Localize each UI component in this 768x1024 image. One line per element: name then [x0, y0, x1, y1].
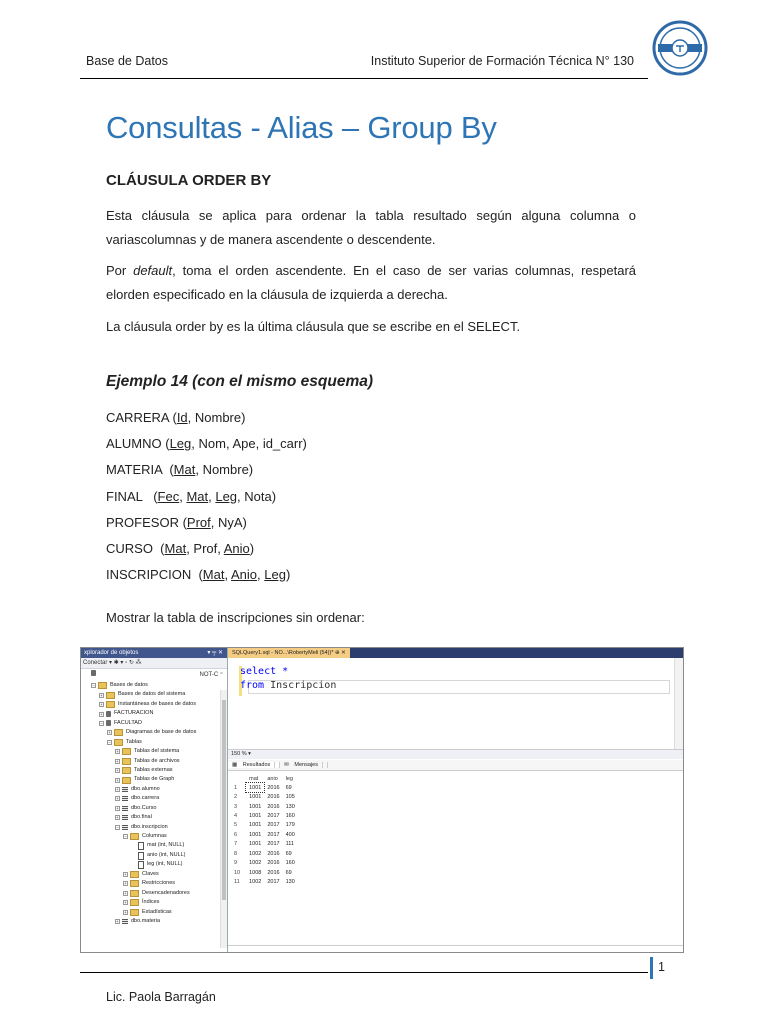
- grid-cell[interactable]: 2016: [267, 860, 280, 867]
- tree-node[interactable]: [81, 794, 227, 803]
- schema-item: [106, 536, 307, 562]
- row-number[interactable]: 10: [234, 869, 241, 876]
- table-row[interactable]: [231, 811, 298, 820]
- tree-node[interactable]: [81, 804, 227, 813]
- expand-icon[interactable]: +: [100, 702, 103, 708]
- tab-results[interactable]: ▦ Resultados: [228, 762, 280, 768]
- grid-cell[interactable]: 2017: [267, 831, 280, 838]
- schema-key: Id: [176, 410, 188, 425]
- tree-node[interactable]: [81, 870, 227, 879]
- tree-node-label: Tablas del sistema: [134, 748, 180, 755]
- schema-list: [106, 405, 307, 588]
- grid-cell[interactable]: 2017: [267, 879, 280, 886]
- table-row[interactable]: [231, 792, 298, 801]
- footer-rule: [80, 972, 648, 973]
- folder-icon: [114, 729, 123, 736]
- expand-icon[interactable]: +: [116, 805, 119, 811]
- grid-cell[interactable]: 69: [285, 784, 292, 791]
- schema-item: [106, 510, 307, 536]
- expand-icon[interactable]: +: [116, 815, 119, 821]
- expand-icon[interactable]: +: [116, 758, 119, 764]
- p2-suffix: , toma el orden ascendente. En el caso de ser varias columnas, respetará elorden especificado en la cláusula de izquierda a derecha.: [106, 263, 636, 302]
- expand-icon[interactable]: [131, 853, 136, 858]
- schema-rest: , Nombre): [187, 410, 246, 425]
- institute-logo-icon: [652, 20, 708, 76]
- row-number[interactable]: 7: [234, 841, 238, 848]
- row-number[interactable]: 8: [234, 850, 238, 857]
- table-icon: [122, 806, 128, 811]
- code-table-name: Inscripcion: [264, 680, 337, 691]
- page-header: [86, 54, 634, 68]
- code-from-keyword: from: [240, 680, 265, 691]
- page-title: Consultas - Alias – Group By: [106, 110, 497, 145]
- grid-cell[interactable]: 69: [285, 850, 292, 857]
- grid-cell[interactable]: 2016: [267, 803, 280, 810]
- table-icon: [122, 796, 128, 801]
- tree-node-label: dbo.alumno: [131, 785, 160, 792]
- schema-key: Leg: [264, 567, 286, 583]
- tree-node-label: Tablas de Graph: [134, 776, 175, 783]
- results-grid: [231, 774, 298, 887]
- col-icon: [138, 852, 144, 860]
- tree-node[interactable]: [81, 823, 227, 832]
- expand-icon[interactable]: +: [116, 796, 119, 802]
- expand-icon[interactable]: +: [100, 692, 103, 698]
- expand-icon[interactable]: +: [124, 890, 127, 896]
- ssms-screenshot: [80, 647, 684, 953]
- tree-node[interactable]: [81, 747, 227, 756]
- collapse-icon[interactable]: −: [124, 834, 127, 840]
- p2-prefix: Por: [106, 263, 134, 278]
- tree-node-label: Bases de datos: [110, 682, 148, 688]
- schema-table-name: PROFESOR: [106, 514, 179, 530]
- collapse-icon[interactable]: −: [116, 824, 119, 830]
- row-number[interactable]: 4: [234, 813, 238, 820]
- oe-scrollbar[interactable]: [220, 690, 227, 948]
- tree-node-label: Tablas de archivos: [134, 757, 180, 764]
- table-icon: [122, 825, 128, 830]
- tree-node[interactable]: [81, 813, 227, 822]
- schema-item: [106, 431, 307, 457]
- tree-node[interactable]: [81, 728, 227, 737]
- schema-table-name: FINAL: [106, 488, 143, 504]
- expand-icon[interactable]: +: [116, 919, 119, 925]
- tree-node-label: leg (int, NULL): [147, 861, 183, 868]
- grid-bottom-border: [228, 945, 683, 946]
- grid-column-header[interactable]: anio: [267, 775, 278, 782]
- header-course: Base de Datos: [86, 54, 168, 68]
- schema-table-name: ALUMNO: [106, 436, 162, 452]
- tree-node-label: mat (int, NULL): [147, 842, 185, 849]
- db-icon: [106, 720, 111, 726]
- folder-icon: [122, 758, 131, 765]
- schema-key: Mat: [202, 567, 225, 583]
- tree-node[interactable]: [81, 738, 227, 747]
- folder-icon: [106, 701, 115, 708]
- row-number[interactable]: 3: [234, 803, 238, 810]
- code-line-2: [240, 680, 336, 691]
- schema-item: INSCRIPCION (Mat, Anio, Leg): [106, 567, 291, 583]
- code-line-1: [240, 666, 288, 677]
- tree-node[interactable]: [81, 785, 227, 794]
- table-row[interactable]: [231, 859, 298, 868]
- schema-table-name: CURSO: [106, 540, 153, 556]
- tree-node-label: anio (int, NULL): [147, 851, 186, 858]
- grid-cell[interactable]: 2016: [267, 784, 280, 791]
- grid-cell[interactable]: 1001: [249, 794, 262, 801]
- schema-key: Leg: [215, 488, 238, 504]
- object-explorer-title: [81, 648, 227, 658]
- row-number[interactable]: 11: [234, 879, 240, 886]
- schema-item: [106, 457, 307, 483]
- tree-node[interactable]: [81, 775, 227, 784]
- row-number[interactable]: 6: [234, 831, 238, 838]
- tree-node[interactable]: [81, 917, 227, 926]
- tree-node[interactable]: [81, 757, 227, 766]
- tree-node[interactable]: [81, 889, 227, 898]
- schema-key: Prof: [186, 514, 211, 530]
- table-icon: [122, 815, 128, 820]
- p2-emphasis: default: [133, 263, 173, 278]
- tab-results-label: Resultados: [239, 762, 276, 768]
- tree-node[interactable]: [81, 700, 227, 709]
- tree-node-label: FACULTAD: [114, 719, 142, 726]
- grid-cell[interactable]: 160: [285, 813, 295, 820]
- query-editor[interactable]: [228, 658, 675, 748]
- paragraph-last-clause: La cláusula order by es la última cláusula que se escribe en el SELECT.: [106, 319, 521, 334]
- tree-node-label: dbo.carrera: [131, 795, 160, 802]
- schema-open-paren: (: [191, 567, 203, 583]
- folder-icon: [98, 682, 107, 689]
- grid-cell[interactable]: 2016: [267, 869, 280, 876]
- example-heading: Ejemplo 14 (con el mismo esquema): [106, 373, 374, 390]
- table-row[interactable]: [231, 783, 298, 792]
- schema-open-paren: (: [162, 462, 174, 478]
- folder-icon: [122, 777, 131, 784]
- col-icon: [138, 842, 144, 850]
- schema-open-paren: (: [152, 540, 165, 556]
- oe-server-suffix: NOT-C ⁼: [199, 672, 223, 678]
- paragraph-default-order: [106, 259, 636, 307]
- schema-key: Mat: [186, 488, 209, 504]
- expand-icon[interactable]: +: [116, 768, 119, 774]
- grid-cell[interactable]: 1002: [249, 860, 262, 867]
- grid-cell[interactable]: 1002: [249, 879, 262, 886]
- folder-icon: [122, 767, 131, 774]
- expand-icon[interactable]: [131, 844, 136, 849]
- schema-rest: , Nota): [237, 488, 277, 504]
- folder-icon: [130, 890, 139, 897]
- table-row[interactable]: [231, 849, 298, 858]
- tree-node-label: Bases de datos del sistema: [118, 691, 186, 698]
- paragraph-description: Esta cláusula se aplica para ordenar la tabla resultado según alguna columna o variascolumnas y de manera ascendente o descendente.: [106, 208, 636, 247]
- grid-cell[interactable]: 1001: [249, 822, 262, 829]
- oe-title-text: xplorador de objetos: [84, 650, 139, 656]
- grid-corner: [231, 774, 246, 783]
- grid-cell[interactable]: 111: [285, 841, 294, 848]
- grid-cell[interactable]: 179: [285, 822, 295, 829]
- oe-server-row[interactable]: [81, 669, 227, 681]
- tree-node[interactable]: [81, 832, 227, 841]
- schema-open-paren: (: [161, 436, 170, 452]
- page-number-marker: [650, 957, 653, 979]
- grid-column-header[interactable]: leg: [285, 775, 293, 782]
- tree-node[interactable]: [81, 908, 227, 917]
- schema-key: Anio: [230, 567, 258, 583]
- schema-key: Anio: [223, 540, 250, 556]
- schema-item: FINAL (Fec, Mat, Leg, Nota): [106, 488, 277, 504]
- tab-messages[interactable]: ✉ Mensajes: [280, 762, 328, 768]
- folder-icon: [130, 880, 139, 887]
- schema-rest: ): [249, 540, 255, 556]
- show-table-text: Mostrar la tabla de inscripciones sin ordenar:: [106, 610, 365, 625]
- tree-node-label: Índices: [142, 899, 160, 906]
- schema-key: Fec: [157, 488, 180, 504]
- table-row[interactable]: [231, 868, 298, 877]
- code-select: select *: [240, 666, 289, 677]
- header-rule: [80, 78, 648, 79]
- tree-node[interactable]: [81, 860, 227, 869]
- expand-icon[interactable]: +: [124, 900, 127, 906]
- schema-open-paren: (: [142, 488, 158, 504]
- grid-cell[interactable]: 1001: [249, 831, 262, 838]
- tree-node-label: dbo.inscripcion: [131, 823, 168, 830]
- grid-cell[interactable]: 105: [285, 794, 295, 801]
- table-row[interactable]: [231, 821, 298, 830]
- grid-cell[interactable]: 1008: [249, 869, 262, 876]
- header-institute: Instituto Superior de Formación Técnica N° 130: [370, 54, 634, 68]
- grid-cell[interactable]: 1001: [246, 783, 264, 792]
- tree-node-label: Tablas externas: [134, 766, 173, 773]
- tree-node-label: dbo.final: [131, 814, 152, 821]
- folder-icon: [122, 748, 131, 755]
- expand-icon[interactable]: +: [108, 730, 111, 736]
- tree-node-label: Claves: [142, 870, 159, 877]
- schema-item: [106, 405, 307, 431]
- tree-node-label: Desencadenadores: [142, 889, 190, 896]
- grid-column-header[interactable]: mat: [249, 775, 259, 782]
- editor-scrollbar[interactable]: [674, 658, 683, 753]
- grid-cell[interactable]: 2017: [267, 841, 280, 848]
- server-icon: [91, 669, 99, 681]
- expand-icon[interactable]: [131, 863, 136, 868]
- folder-icon: [130, 833, 139, 840]
- expand-icon[interactable]: +: [124, 871, 127, 877]
- tree-node-label: Restricciones: [142, 880, 176, 887]
- expand-icon[interactable]: +: [116, 749, 119, 755]
- object-explorer-panel: [81, 648, 228, 952]
- expand-icon[interactable]: +: [100, 711, 103, 717]
- grid-cell[interactable]: 130: [285, 803, 295, 810]
- tree-node-label: Diagramas de base de datos: [126, 729, 197, 736]
- table-row[interactable]: [231, 877, 298, 886]
- folder-icon: [114, 739, 123, 746]
- page-number: 1: [658, 960, 665, 974]
- tree-node[interactable]: [81, 690, 227, 699]
- tree-node[interactable]: [81, 681, 227, 690]
- tab-messages-label: Mensajes: [290, 762, 323, 768]
- zoom-selector[interactable]: 150 % ▾: [228, 749, 684, 759]
- row-number[interactable]: 5: [234, 822, 238, 829]
- tree-node-label: dbo.Curso: [131, 804, 157, 811]
- table-row[interactable]: [231, 830, 298, 839]
- results-tabs: [228, 760, 683, 771]
- folder-icon: [130, 899, 139, 906]
- db-icon: [106, 711, 111, 717]
- schema-table-name: MATERIA: [106, 462, 163, 478]
- table-icon: [122, 787, 128, 792]
- expand-icon[interactable]: +: [116, 787, 119, 793]
- schema-key: Mat: [173, 462, 196, 478]
- tree-node-label: Instantáneas de bases de datos: [118, 700, 196, 707]
- schema-open-paren: (: [178, 514, 187, 530]
- schema-rest: , Nombre): [195, 462, 254, 478]
- schema-key: Mat: [164, 540, 187, 556]
- oe-pin-icons[interactable]: ▾ ╤ ✕: [207, 650, 223, 656]
- grid-cell[interactable]: 1001: [249, 803, 262, 810]
- grid-header-row: [231, 774, 298, 783]
- tree-node-label: Columnas: [142, 833, 167, 839]
- table-row[interactable]: [231, 840, 298, 849]
- tree-node[interactable]: [81, 851, 227, 860]
- grid-cell[interactable]: 1001: [249, 841, 262, 848]
- table-icon: [122, 919, 128, 924]
- schema-rest: , NyA): [210, 514, 247, 530]
- col-icon: [138, 861, 144, 869]
- grid-cell[interactable]: 2017: [267, 822, 280, 829]
- collapse-icon[interactable]: −: [100, 720, 103, 726]
- schema-rest: , Nom, Ape, id_carr): [191, 436, 307, 452]
- grid-cell[interactable]: 2017: [267, 813, 280, 820]
- section-subtitle: CLÁUSULA ORDER BY: [106, 172, 272, 189]
- folder-icon: [106, 692, 115, 699]
- grid-cell[interactable]: 2016: [267, 794, 280, 801]
- row-number[interactable]: 9: [234, 860, 238, 867]
- grid-cell[interactable]: 1002: [249, 850, 262, 857]
- tree-node[interactable]: [81, 879, 227, 888]
- table-row[interactable]: [231, 802, 298, 811]
- tree-node[interactable]: [81, 898, 227, 907]
- collapse-icon[interactable]: −: [108, 739, 111, 745]
- grid-cell[interactable]: 160: [285, 860, 295, 867]
- schema-rest: ): [285, 567, 291, 583]
- tree-node[interactable]: [81, 709, 227, 718]
- row-number[interactable]: 2: [234, 794, 238, 801]
- row-number[interactable]: 1: [234, 784, 238, 791]
- schema-table-name: CARRERA: [106, 410, 169, 425]
- schema-table-name: INSCRIPCION: [106, 567, 192, 583]
- tree-node[interactable]: [81, 766, 227, 775]
- editor-tabbar: [228, 648, 683, 658]
- grid-cell[interactable]: 130: [285, 879, 295, 886]
- tree-node-label: Tablas: [126, 738, 142, 745]
- schema-open-paren: (: [168, 410, 177, 425]
- tree-node-label: dbo.materia: [131, 917, 161, 924]
- tree-node-label: Estadísticas: [142, 908, 172, 915]
- grid-cell[interactable]: 2016: [267, 850, 280, 857]
- expand-icon[interactable]: +: [124, 909, 127, 915]
- expand-icon[interactable]: +: [124, 881, 127, 887]
- tree-node[interactable]: [81, 719, 227, 728]
- grid-cell[interactable]: 400: [285, 831, 295, 838]
- collapse-icon[interactable]: −: [92, 683, 95, 689]
- query-tab[interactable]: SQLQuery1.sql - NO...\RobertyMeli (54))* ⊕ ✕: [228, 648, 350, 658]
- folder-icon: [130, 871, 139, 878]
- expand-icon[interactable]: +: [116, 777, 119, 783]
- schema-key: Leg: [169, 436, 192, 452]
- grid-cell[interactable]: 1001: [249, 813, 262, 820]
- folder-icon: [130, 909, 139, 916]
- schema-attrs: , Prof,: [186, 540, 224, 556]
- tree-node[interactable]: [81, 841, 227, 850]
- object-explorer-toolbar[interactable]: Conectar ▾ ✱ ▾ ▫ ↻ ⁂: [81, 658, 227, 669]
- object-explorer-tree: [81, 681, 227, 926]
- grid-cell[interactable]: 69: [285, 869, 292, 876]
- footer-author: Lic. Paola Barragán: [106, 990, 216, 1004]
- tree-node-label: FACTURACION: [114, 710, 154, 717]
